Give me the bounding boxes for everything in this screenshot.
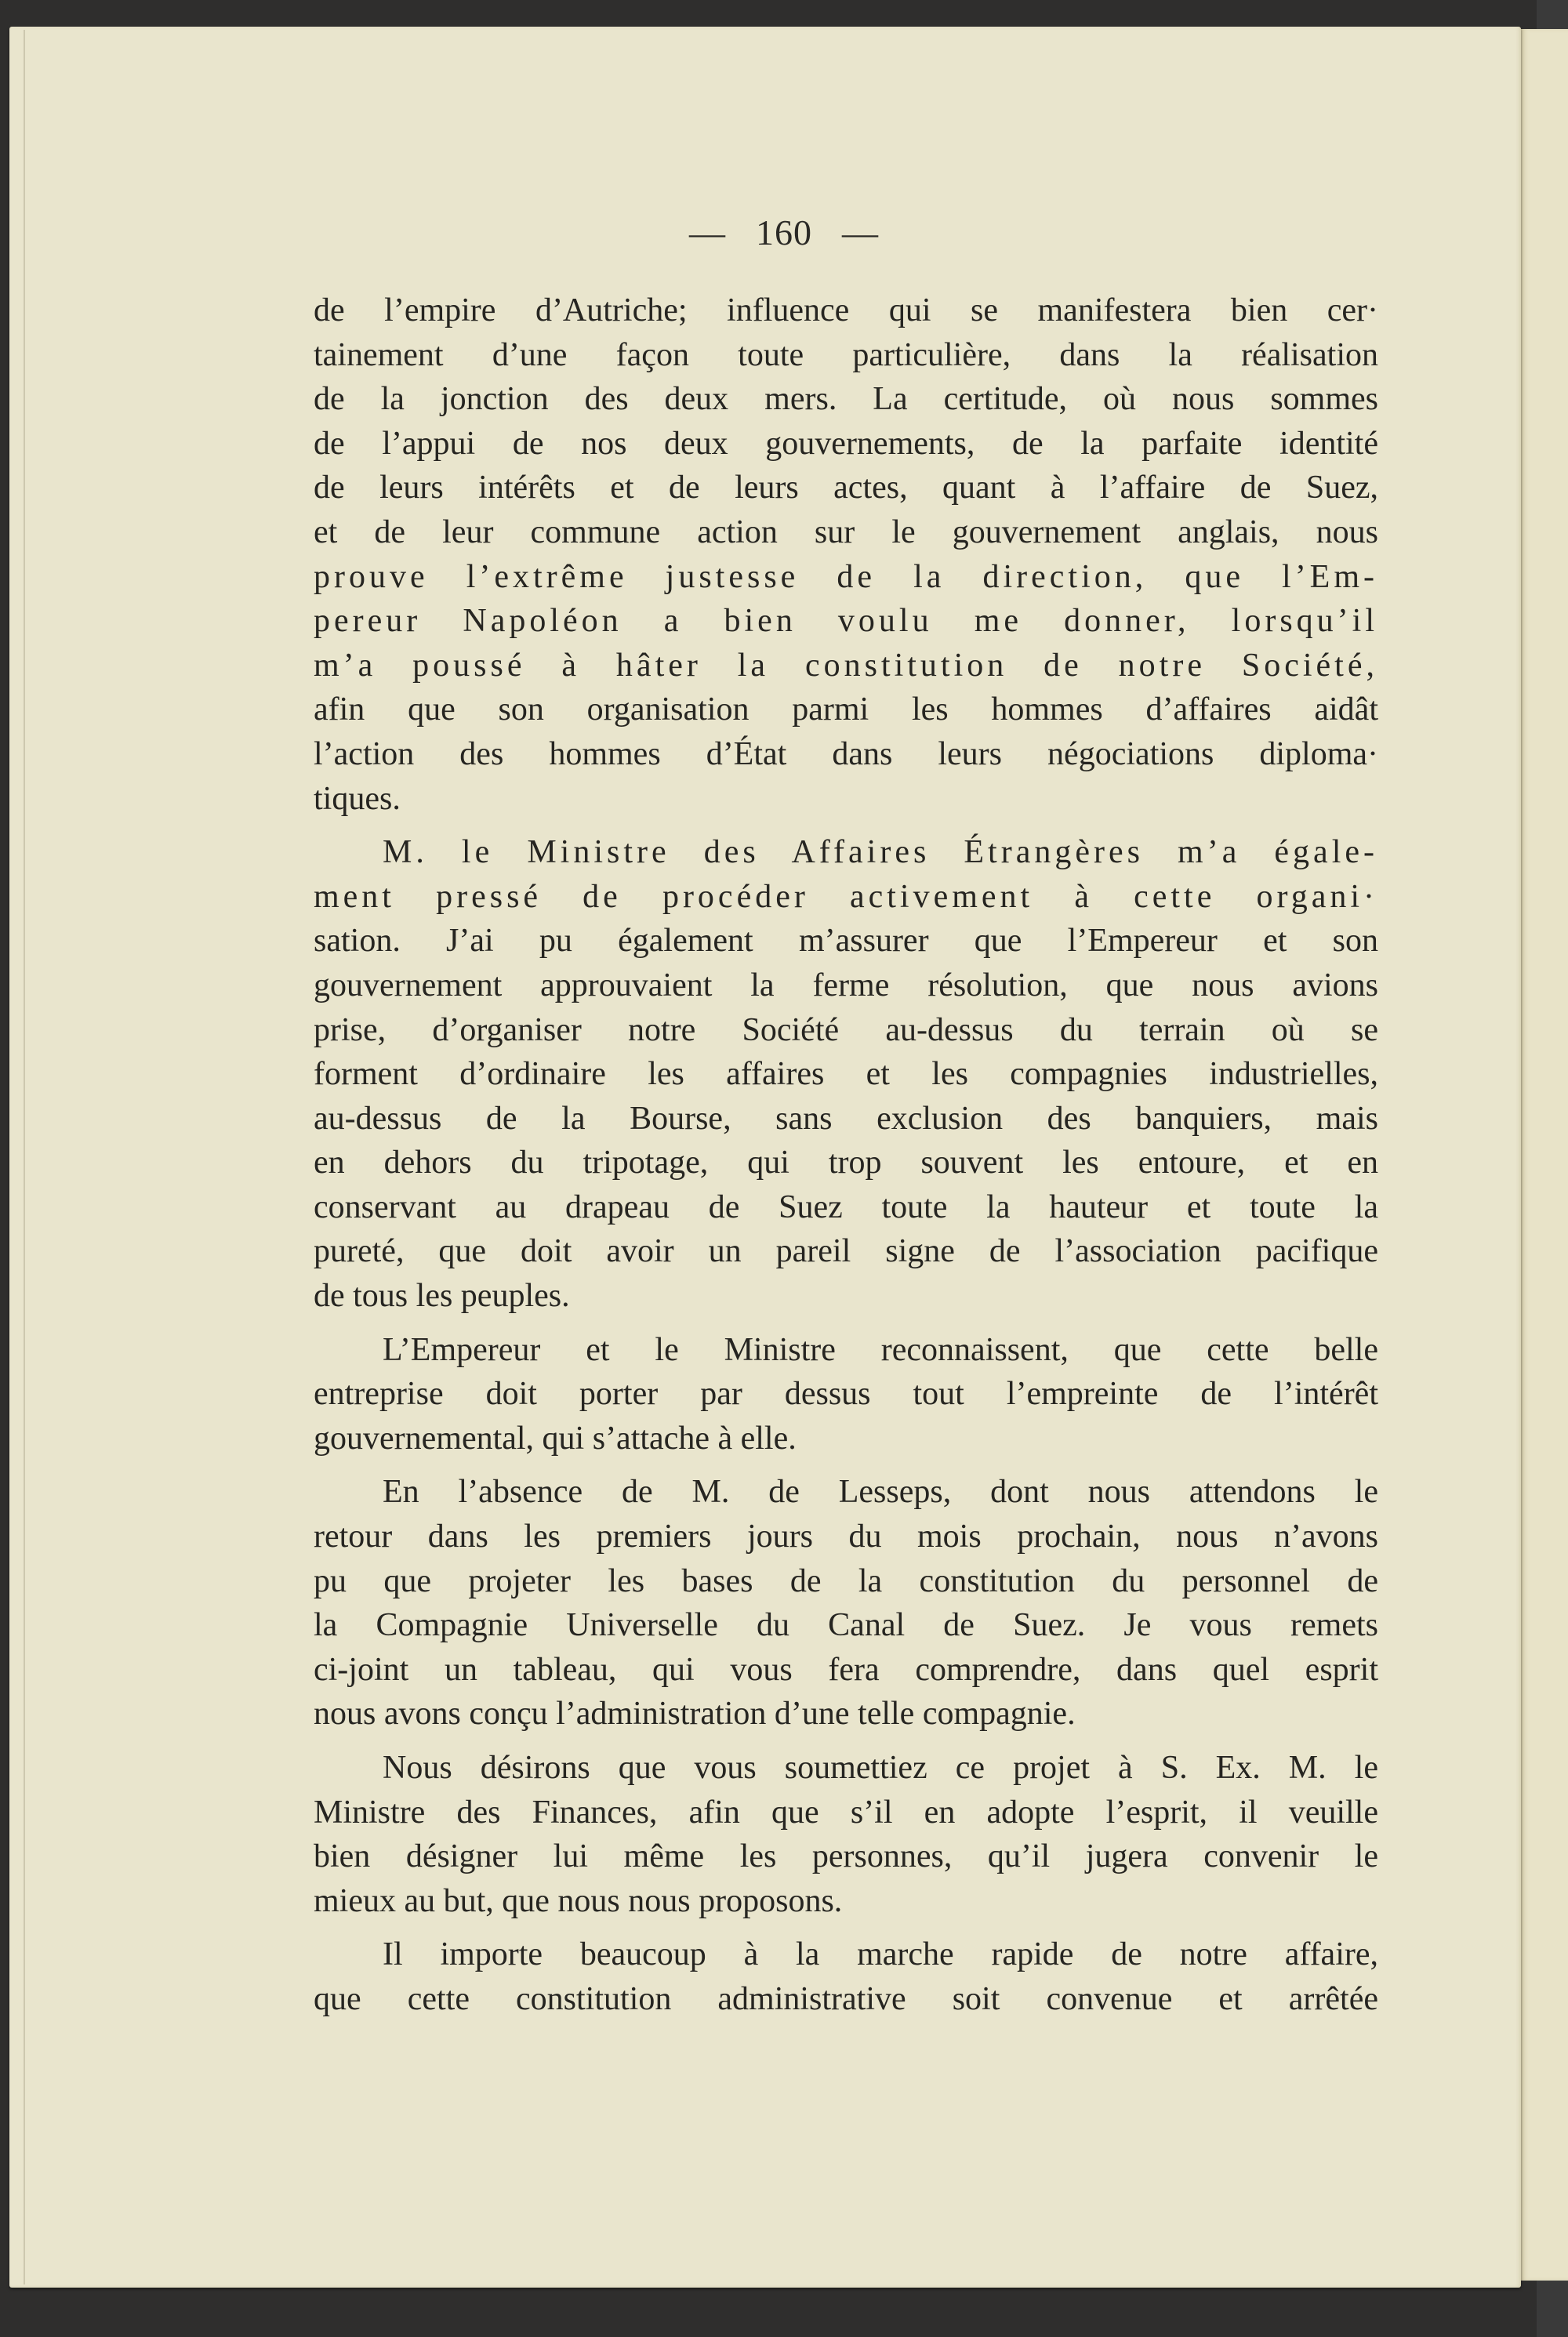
text-line: Nous désirons que vous soumettiez ce projet à S. Ex. M. le	[383, 1750, 1378, 1786]
text-line: ment pressé de procéder activement à cette organi·	[314, 878, 1378, 915]
text-line: retour dans les premiers jours du mois prochain, nous n’avons	[314, 1519, 1378, 1555]
body-text	[314, 288, 1378, 2022]
text-line: Ministre des Finances, afin que s’il en adopte l’esprit, il veuille	[314, 1794, 1378, 1831]
text-line: l’action des hommes d’État dans leurs négociations diploma·	[314, 735, 1378, 772]
text-line: prise, d’organiser notre Société au-dessus du terrain où se	[314, 1011, 1378, 1048]
text-line: de leurs intérêts et de leurs actes, quant à l’affaire de Suez,	[314, 470, 1378, 506]
folio-dash-right: —	[842, 212, 879, 252]
text-line: de l’empire d’Autriche; influence qui se manifestera bien cer·	[314, 292, 1378, 328]
paragraph	[314, 1932, 1378, 2021]
next-page-edge	[1521, 29, 1568, 2281]
text-line: au-dessus de la Bourse, sans exclusion des banquiers, mais	[314, 1100, 1378, 1137]
text-line: M. le Ministre des Affaires Étrangères m’a égale-	[383, 834, 1378, 871]
text-line: tainement d’une façon toute particulière, dans la réalisation	[314, 336, 1378, 373]
text-line: de tous les peuples.	[314, 1278, 570, 1315]
text-line: de la jonction des deux mers. La certitude, où nous sommes	[314, 381, 1378, 418]
text-line: gouvernement approuvaient la ferme résolution, que nous avions	[314, 967, 1378, 1003]
text-line: entreprise doit porter par dessus tout l’empreinte de l’intérêt	[314, 1376, 1378, 1413]
paragraph	[314, 830, 1378, 1319]
paragraph	[314, 1746, 1378, 1923]
folio-dash-left: —	[689, 212, 726, 252]
paragraph	[314, 1470, 1378, 1736]
text-line: prouve l’extrême justesse de la direction, que l’Em-	[314, 558, 1378, 595]
text-line: conservant au drapeau de Suez toute la hauteur et toute la	[314, 1188, 1378, 1225]
paragraph	[314, 288, 1378, 821]
text-line: et de leur commune action sur le gouvernement anglais, nous	[314, 513, 1378, 550]
page-number: 160	[756, 212, 812, 252]
paragraph	[314, 1328, 1378, 1461]
text-line: ci-joint un tableau, qui vous fera comprendre, dans quel esprit	[314, 1651, 1378, 1688]
text-line: pereur Napoléon a bien voulu me donner, lorsqu’il	[314, 603, 1378, 640]
page-number-header	[0, 212, 1568, 253]
text-line: que cette constitution administrative soit convenue et arrêtée	[314, 1980, 1378, 2017]
text-line: de l’appui de nos deux gouvernements, de la parfaite identité	[314, 425, 1378, 462]
text-line: forment d’ordinaire les affaires et les compagnies industrielles,	[314, 1056, 1378, 1093]
text-line: nous avons conçu l’administration d’une telle compagnie.	[314, 1696, 1076, 1733]
text-line: en dehors du tripotage, qui trop souvent les entoure, et en	[314, 1145, 1378, 1181]
text-line: m’a poussé à hâter la constitution de notre Société,	[314, 647, 1378, 684]
text-line: pu que projeter les bases de la constitution du personnel de	[314, 1562, 1378, 1599]
text-line: Il importe beaucoup à la marche rapide de notre affaire,	[383, 1936, 1378, 1973]
text-line: En l’absence de M. de Lesseps, dont nous attendons le	[383, 1474, 1378, 1511]
text-line: la Compagnie Universelle du Canal de Suez. Je vous remets	[314, 1607, 1378, 1644]
text-line: bien désigner lui même les personnes, qu’il jugera convenir le	[314, 1838, 1378, 1875]
page-edge-line	[24, 30, 25, 2284]
text-line: afin que son organisation parmi les hommes d’affaires aidât	[314, 691, 1378, 728]
text-line: L’Empereur et le Ministre reconnaissent, que cette belle	[383, 1331, 1378, 1368]
text-line: sation. J’ai pu également m’assurer que l’Empereur et son	[314, 923, 1378, 960]
text-line: pureté, que doit avoir un pareil signe de l’association pacifique	[314, 1233, 1378, 1270]
text-line: gouvernemental, qui s’attache à elle.	[314, 1420, 797, 1457]
text-line: tiques.	[314, 780, 401, 817]
text-line: mieux au but, que nous nous proposons.	[314, 1882, 843, 1919]
